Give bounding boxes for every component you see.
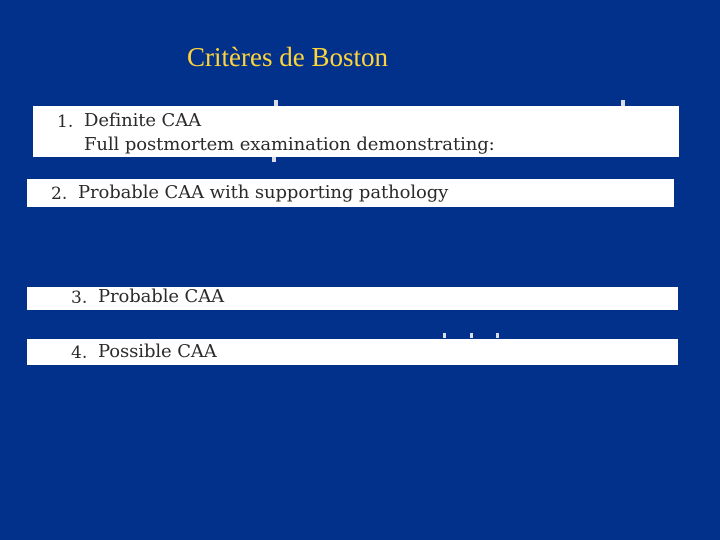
scan-artifact: [272, 157, 276, 162]
criterion-number: 4.: [71, 343, 88, 363]
criterion-number: 1.: [57, 112, 74, 132]
criterion-heading: Definite CAA: [84, 110, 202, 131]
criterion-heading: Probable CAA with supporting pathology: [78, 182, 449, 203]
slide-title: Critères de Boston: [187, 42, 388, 72]
criterion-number: 3.: [71, 288, 88, 308]
scan-artifact: [496, 333, 499, 338]
scan-artifact: [443, 333, 446, 338]
criterion-strip-possible: [27, 339, 678, 365]
criterion-number: 2.: [51, 184, 68, 204]
criterion-heading: Probable CAA: [98, 287, 225, 307]
criterion-strip-probable-pathology: [27, 179, 674, 207]
criterion-strip-probable: [27, 287, 678, 310]
criterion-strip-definite: [33, 106, 679, 157]
criterion-heading: Possible CAA: [98, 341, 217, 362]
scan-artifact: [274, 100, 278, 106]
criterion-subline: Full postmortem examination demonstrating:: [84, 134, 495, 155]
scan-artifact: [621, 100, 625, 106]
scan-artifact: [470, 333, 473, 338]
